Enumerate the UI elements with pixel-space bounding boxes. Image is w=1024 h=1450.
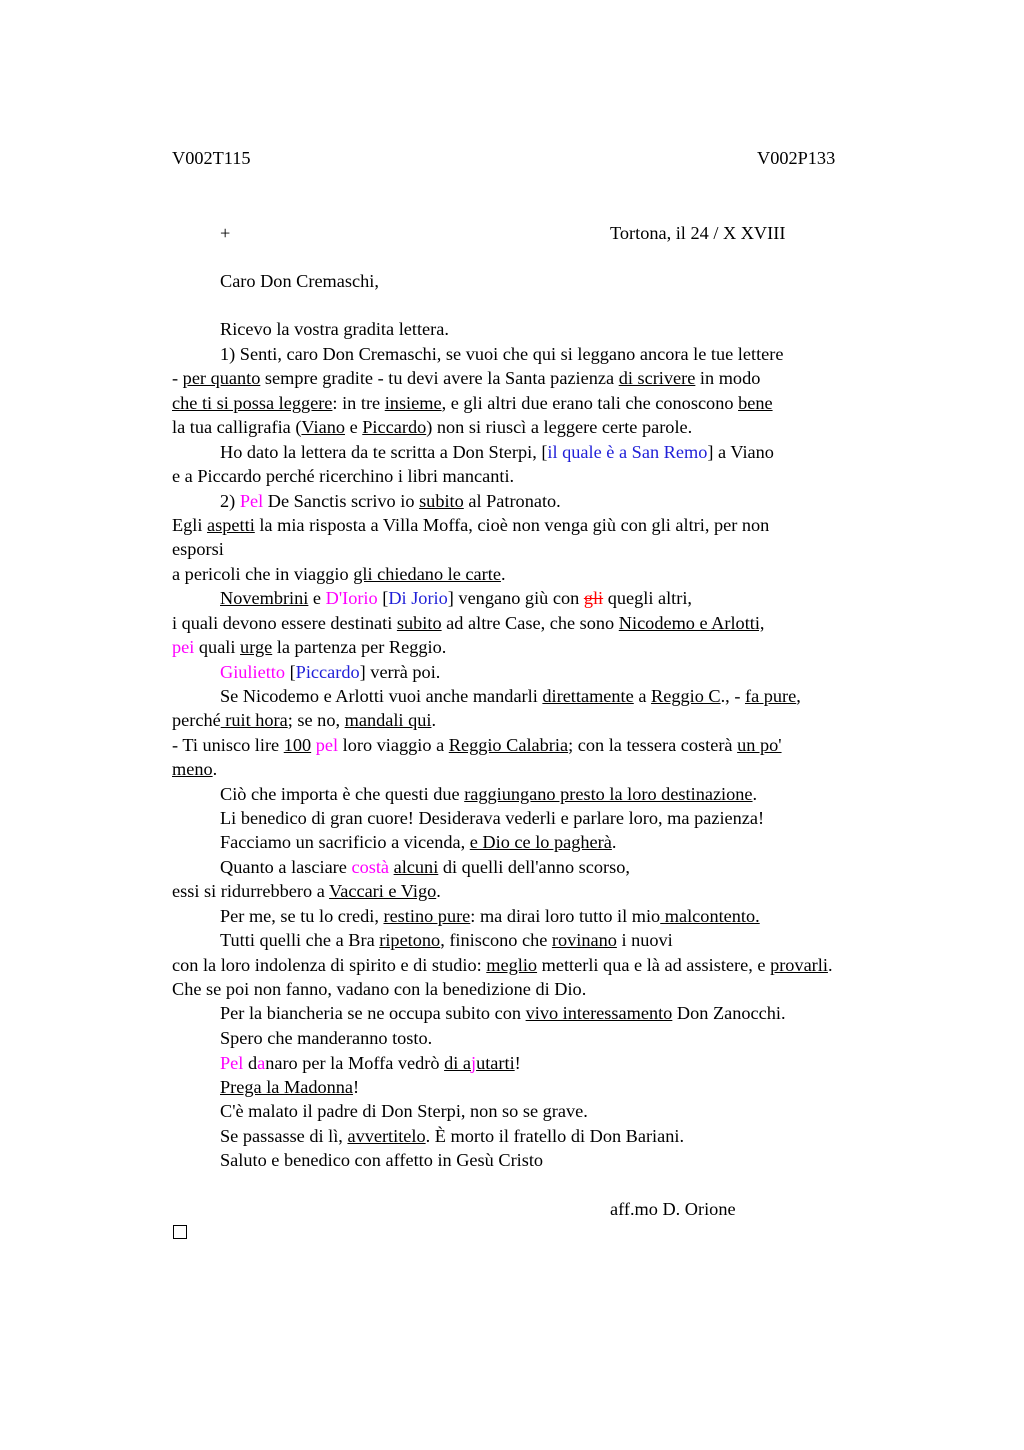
- text-segment: 100: [283, 735, 312, 755]
- text-segment: Di Jorio: [388, 588, 448, 608]
- text-segment: urge: [240, 637, 273, 657]
- letter-line: [220, 1148, 543, 1172]
- text-segment: ] vengano giù con: [447, 588, 584, 608]
- letter-line: [172, 464, 514, 488]
- text-segment: : in tre: [332, 393, 385, 413]
- text-segment: 1) Senti, caro Don Cremaschi, se vuoi che qui si leggano ancora le tue lettere: [220, 344, 784, 364]
- text-segment: per quanto: [182, 368, 261, 388]
- text-segment: Per la biancheria se ne occupa subito con: [220, 1003, 526, 1023]
- text-segment: bene: [738, 393, 773, 413]
- letter-line: [220, 660, 440, 684]
- letter-line: [220, 1075, 359, 1099]
- text-segment: subito: [419, 491, 464, 511]
- text-segment: Facciamo un sacrificio a vicenda,: [220, 832, 470, 852]
- text-segment: .: [611, 832, 617, 852]
- text-segment: Saluto e benedico con affetto in Gesù Cristo: [220, 1150, 544, 1170]
- text-segment: Prega la Madonna: [220, 1077, 354, 1097]
- text-segment: di scrivere: [618, 368, 696, 388]
- text-segment: Novembrini: [220, 588, 309, 608]
- text-segment: meno: [172, 759, 213, 779]
- text-segment: costà: [351, 857, 390, 877]
- letter-line: [172, 879, 441, 903]
- letter-line: [220, 830, 616, 854]
- text-segment: .: [212, 759, 218, 779]
- text-segment: ., -: [720, 686, 745, 706]
- text-segment: . È morto il fratello di Don Bariani.: [425, 1126, 685, 1146]
- text-segment: un po': [737, 735, 782, 755]
- text-segment: d: [243, 1053, 258, 1073]
- text-segment: a: [633, 686, 652, 706]
- text-segment: .: [827, 955, 833, 975]
- text-segment: al Patronato.: [463, 491, 561, 511]
- text-segment: e Dio ce lo pagherà: [469, 832, 612, 852]
- text-segment: in modo: [695, 368, 761, 388]
- letter-line: [220, 855, 630, 879]
- text-segment: di a: [444, 1053, 471, 1073]
- letter-line: [220, 928, 673, 952]
- text-segment: C'è malato il padre di Don Sterpi, non so se grave.: [220, 1101, 588, 1121]
- text-segment: Quanto a lasciare: [220, 857, 352, 877]
- text-segment: Spero che manderanno tosto.: [220, 1028, 433, 1048]
- text-segment: Li benedico di gran cuore! Desiderava vederli e parlare loro, ma pazienza!: [220, 808, 765, 828]
- text-segment: !: [353, 1077, 360, 1097]
- text-segment: raggiungano presto la loro destinazione: [464, 784, 753, 804]
- text-segment: !: [514, 1053, 521, 1073]
- text-segment: i quali devono essere destinati: [172, 613, 397, 633]
- letter-line: [172, 513, 769, 537]
- letter-line: [220, 1051, 521, 1075]
- header-right-code: V002P133: [757, 148, 836, 168]
- text-segment: e: [345, 417, 363, 437]
- text-segment: utarti: [476, 1053, 515, 1073]
- text-segment: malcontento.: [660, 906, 760, 926]
- text-segment: j: [470, 1053, 477, 1073]
- text-segment: .: [752, 784, 758, 804]
- text-segment: Se passasse di lì,: [220, 1126, 348, 1146]
- letter-line: [220, 440, 774, 464]
- text-segment: 2): [220, 491, 240, 511]
- text-segment: provarli: [770, 955, 828, 975]
- text-segment: aspetti: [207, 515, 255, 535]
- text-segment: - Ti unisco lire: [172, 735, 284, 755]
- text-segment: .: [500, 564, 506, 584]
- text-segment: ,: [796, 686, 801, 706]
- text-segment: -: [172, 368, 183, 388]
- text-segment: che ti si possa leggere: [172, 393, 333, 413]
- letter-line: [172, 537, 224, 561]
- text-segment: la partenza per Reggio.: [272, 637, 447, 657]
- text-segment: pel: [315, 735, 339, 755]
- text-segment: Reggio Calabria: [448, 735, 569, 755]
- text-segment: a pericoli che in viaggio: [172, 564, 354, 584]
- letter-line: [172, 611, 765, 635]
- letter-line: [172, 733, 782, 757]
- letter-line: [172, 415, 692, 439]
- text-segment: Vaccari e Vigo: [329, 881, 437, 901]
- letter-line: [220, 904, 760, 928]
- letter-line: [172, 757, 217, 781]
- signature: aff.mo D. Orione: [610, 1199, 736, 1219]
- text-segment: ] verrà poi.: [359, 662, 441, 682]
- text-segment: di quelli dell'anno scorso,: [438, 857, 630, 877]
- text-segment: , finiscono che: [440, 930, 552, 950]
- text-segment: .: [431, 710, 437, 730]
- letter-line: [172, 977, 586, 1001]
- text-segment: Ricevo la vostra gradita lettera.: [220, 319, 449, 339]
- text-segment: la tua calligrafia (: [172, 417, 302, 437]
- text-segment: loro viaggio a: [338, 735, 449, 755]
- text-segment: ad altre Case, che sono: [441, 613, 619, 633]
- text-segment: metterli qua e là ad assistere, e: [537, 955, 771, 975]
- text-segment: Tutti quelli che a Bra: [220, 930, 380, 950]
- text-segment: i nuovi: [616, 930, 673, 950]
- text-segment: perché: [172, 710, 221, 730]
- letter-line: [220, 1099, 588, 1123]
- letter-line: [172, 562, 506, 586]
- text-segment: fa pure: [744, 686, 797, 706]
- letter-line: [172, 391, 773, 415]
- text-segment: gli: [583, 588, 604, 608]
- text-segment: alcuni: [393, 857, 439, 877]
- salutation: Caro Don Cremaschi,: [220, 271, 379, 291]
- text-segment: insieme: [384, 393, 442, 413]
- text-segment: Egli: [172, 515, 208, 535]
- text-segment: pei: [172, 637, 195, 657]
- text-segment: avvertitelo: [347, 1126, 426, 1146]
- letter-line: [220, 586, 692, 610]
- letter-line: [220, 317, 449, 341]
- text-segment: a: [257, 1053, 266, 1073]
- text-segment: [: [377, 588, 389, 608]
- text-segment: Ho dato la lettera da te scritta a Don Sterpi, [: [220, 442, 548, 462]
- letter-line: [172, 953, 833, 977]
- text-segment: quali: [194, 637, 241, 657]
- letter-line: [172, 708, 436, 732]
- text-segment: meglio: [486, 955, 538, 975]
- text-segment: gli chiedano le carte: [353, 564, 501, 584]
- text-segment: quegli altri,: [603, 588, 692, 608]
- letter-line: [220, 342, 783, 366]
- text-segment: Reggio C: [651, 686, 721, 706]
- text-segment: e a Piccardo perché ricerchino i libri mancanti.: [172, 466, 515, 486]
- text-segment: Che se poi non fanno, vadano con la benedizione di Dio.: [172, 979, 587, 999]
- text-segment: Nicodemo e Arlotti,: [618, 613, 765, 633]
- checkbox-square-icon: [173, 1225, 187, 1239]
- text-segment: essi si ridurrebbero a: [172, 881, 330, 901]
- letter-line: [220, 782, 757, 806]
- letter-line: [220, 1026, 432, 1050]
- text-segment: Se Nicodemo e Arlotti vuoi anche mandarli: [220, 686, 543, 706]
- text-segment: .: [436, 881, 441, 901]
- text-segment: Don Zanocchi.: [672, 1003, 786, 1023]
- text-segment: Giulietto: [220, 662, 285, 682]
- text-segment: ripetono: [379, 930, 441, 950]
- text-segment: [: [285, 662, 296, 682]
- text-segment: il quale è a San Remo: [547, 442, 708, 462]
- text-segment: ruit hora: [220, 710, 288, 730]
- place-date: Tortona, il 24 / X XVIII: [610, 223, 786, 243]
- text-segment: Piccardo: [362, 417, 427, 437]
- text-segment: ; se no,: [287, 710, 345, 730]
- text-segment: , e gli altri due erano tali che conoscono: [441, 393, 739, 413]
- text-segment: Piccardo: [295, 662, 360, 682]
- text-segment: : ma dirai loro tutto il mio: [470, 906, 661, 926]
- text-segment: la mia risposta a Villa Moffa, cioè non venga giù con gli altri, per non: [254, 515, 770, 535]
- letter-line: [172, 366, 760, 390]
- text-segment: sempre gradite - tu devi avere la Santa pazienza: [260, 368, 619, 388]
- text-segment: Viano: [301, 417, 345, 437]
- text-segment: ) non si riuscì a leggere certe parole.: [426, 417, 693, 437]
- text-segment: e: [308, 588, 326, 608]
- text-segment: esporsi: [172, 539, 224, 559]
- text-segment: vivo interessamento: [525, 1003, 673, 1023]
- text-segment: con la loro indolenza di spirito e di studio:: [172, 955, 487, 975]
- letter-line: [220, 1001, 786, 1025]
- text-segment: Pel: [220, 1053, 244, 1073]
- text-segment: mandali qui: [344, 710, 432, 730]
- text-segment: naro per la Moffa vedrò: [265, 1053, 445, 1073]
- text-segment: subito: [396, 613, 442, 633]
- text-segment: Ciò che importa è che questi due: [220, 784, 465, 804]
- letter-line: [220, 489, 561, 513]
- text-segment: ; con la tessera costerà: [568, 735, 738, 755]
- text-segment: restino pure: [383, 906, 471, 926]
- text-segment: Per me, se tu lo credi,: [220, 906, 384, 926]
- text-segment: D'Iorio: [325, 588, 378, 608]
- letter-line: [220, 806, 764, 830]
- letter-line: [220, 1124, 684, 1148]
- header-left-code: V002T115: [172, 148, 251, 168]
- letter-line: [172, 635, 446, 659]
- text-segment: rovinano: [551, 930, 617, 950]
- text-segment: direttamente: [542, 686, 634, 706]
- text-segment: Pel: [239, 491, 264, 511]
- letter-line: [220, 684, 801, 708]
- cross-symbol: +: [220, 223, 231, 243]
- text-segment: ] a Viano: [707, 442, 774, 462]
- text-segment: De Sanctis scrivo io: [263, 491, 420, 511]
